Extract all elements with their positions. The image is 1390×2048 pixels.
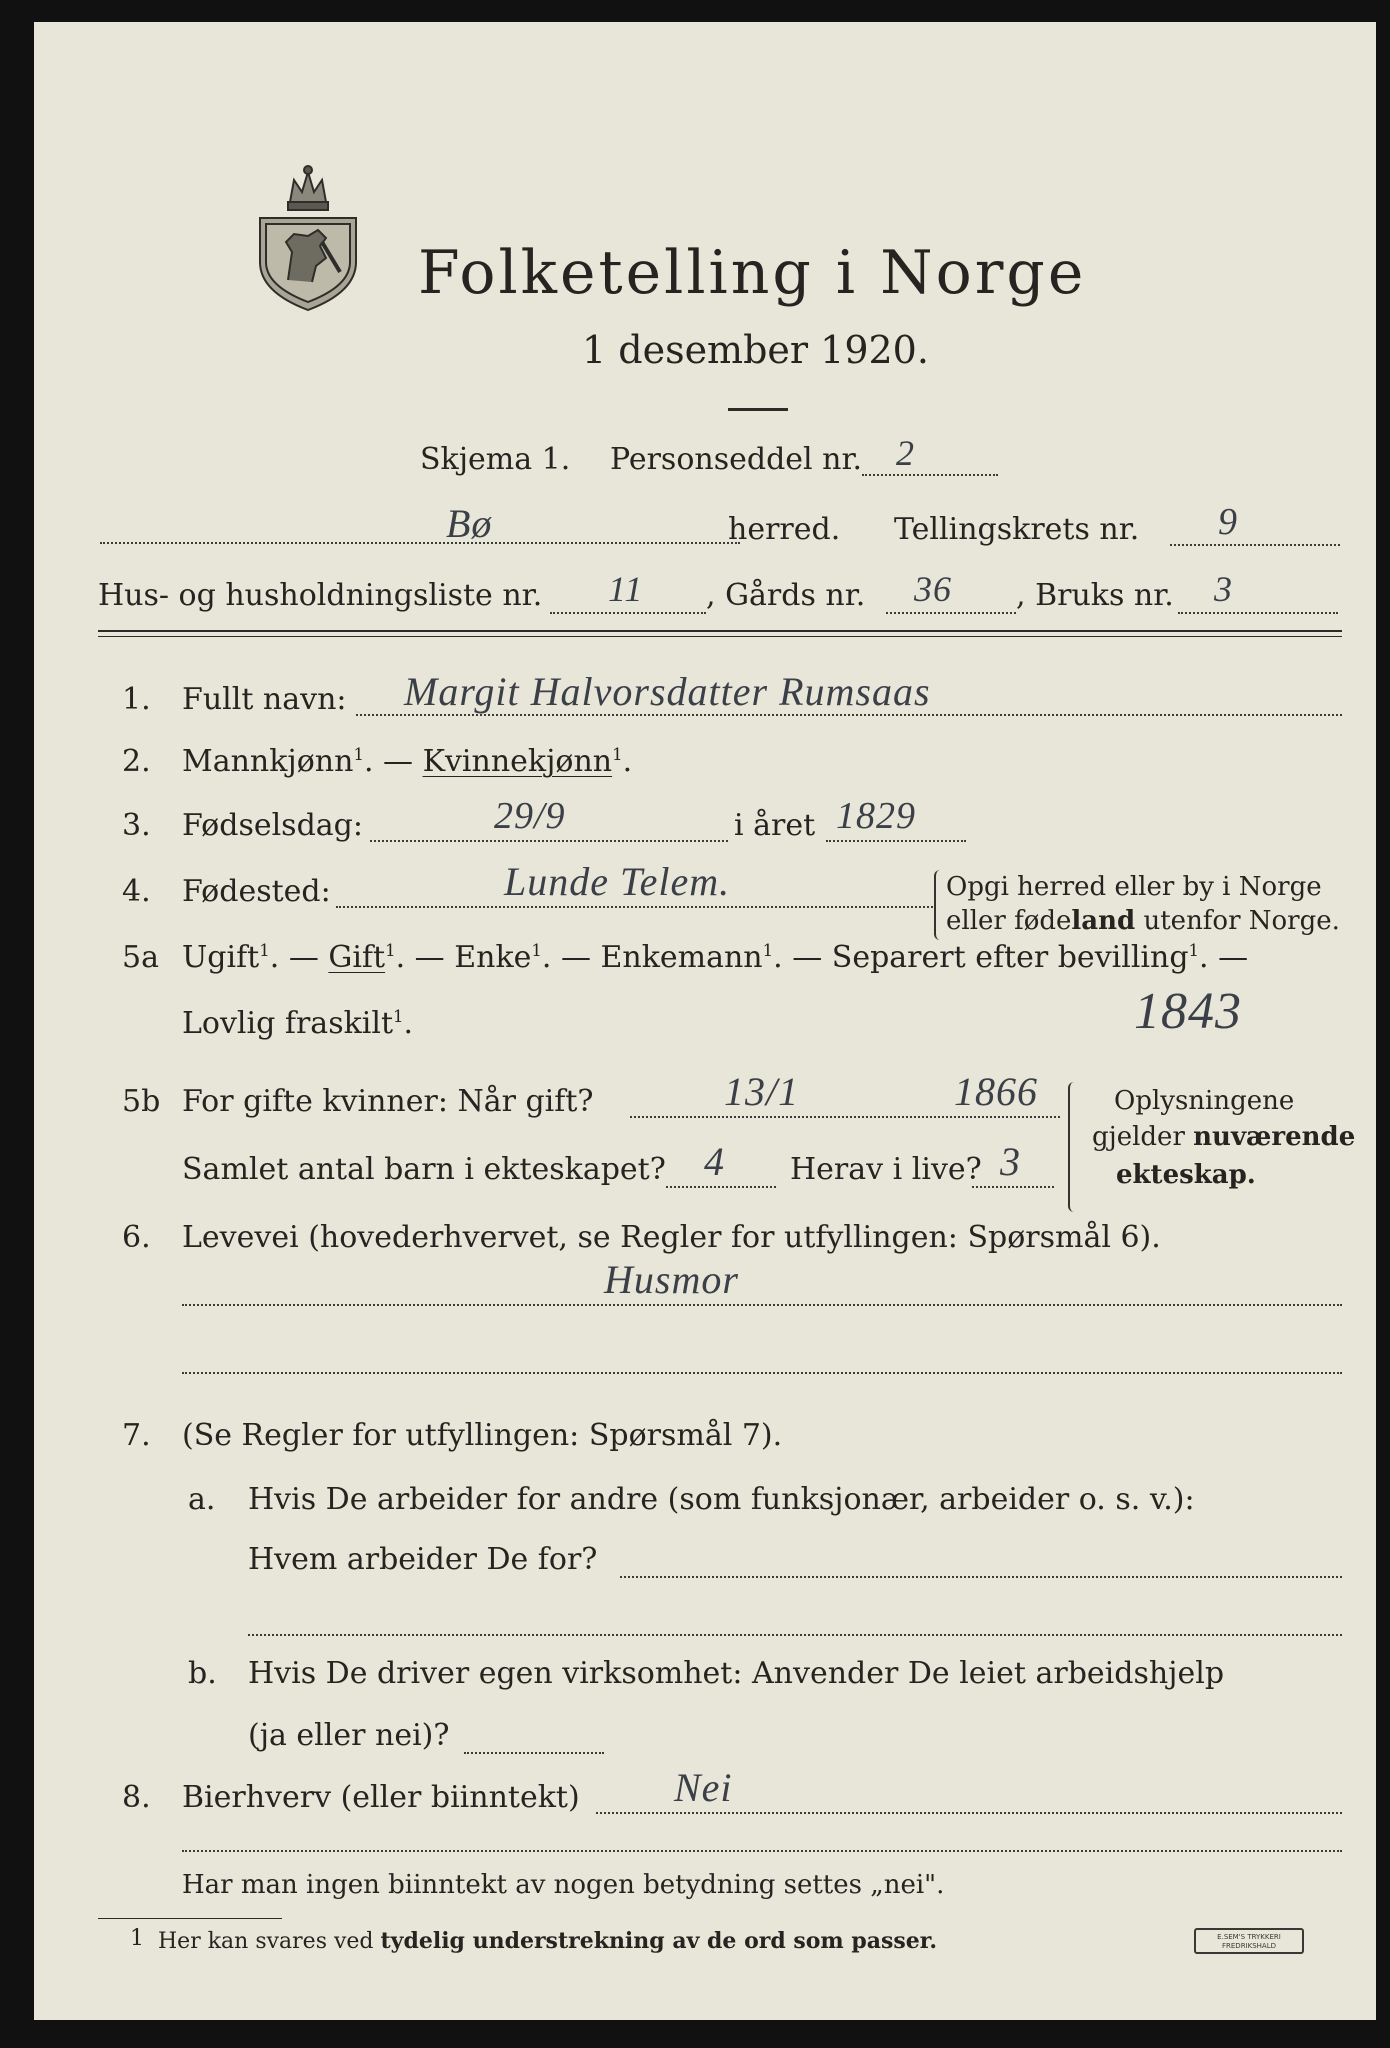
title-divider [728,408,788,411]
header-rule [98,630,1342,632]
full-name-value: Margit Halvorsdatter Rumsaas [404,669,931,714]
q7a-letter: a. [188,1482,216,1517]
side-income-field[interactable] [596,1812,1342,1814]
q5a-number: 5a [122,940,159,975]
tellingskrets-label: Tellingskrets nr. [894,512,1140,547]
personseddel-value: 2 [896,433,915,473]
marriage-year-value: 1843 [1134,983,1242,1040]
footnote-mark: 1 [130,1926,144,1951]
fraskilt-option[interactable]: Lovlig fraskilt [182,1006,394,1041]
q7-number: 7. [122,1418,151,1453]
schema-label: Skjema 1. [420,442,571,477]
q5b-number: 5b [122,1084,161,1119]
q2-number: 2. [122,744,151,779]
gards-value: 36 [914,569,952,609]
birthplace-field[interactable] [336,906,936,908]
q5b-note-line3: ekteskap. [1116,1160,1256,1190]
header-rule-thin [98,636,1342,637]
q5b-note-line2: gjelder nuværende [1092,1122,1356,1152]
q5b-note-line1: Oplysningene [1114,1086,1295,1116]
q1-number: 1. [122,682,151,717]
side-income-value: Nei [674,1765,733,1810]
footer-note: Har man ingen biinntekt av nogen betydning settes „nei". [182,1870,945,1900]
printer-stamp: E.SEM'S TRYKKERI FREDRIKSHALD [1194,1928,1304,1954]
q5b-brace [1068,1082,1080,1212]
birthday-value: 29/9 [494,795,566,837]
form-date: 1 desember 1920. [582,328,929,372]
personseddel-label: Personseddel nr. [610,442,863,477]
mannkjonn-option[interactable]: Mannkjønn [182,744,354,779]
q3-number: 3. [122,808,151,843]
occupation-field[interactable] [182,1304,1342,1306]
married-date-value: 13/1 [724,1069,800,1114]
q5a-options: Ugift$^1$. — Gift$^1$. — Enke$^1$. — Enkemann$^1$. — Separert efter bevilling$^1$. — [182,940,1249,975]
married-year-value: 1866 [954,1069,1038,1114]
q7b-text: Hvis De driver egen virksomhet: Anvender De leiet arbeidshjelp [248,1656,1225,1691]
census-form [34,22,1376,2020]
footnote-rule [98,1918,282,1919]
q4-brace [934,870,946,940]
q4-note-line2: eller fødeland utenfor Norge. [946,906,1340,936]
enke-option[interactable]: Enke [454,940,532,975]
q8-number: 8. [122,1780,151,1815]
q7a-sub: Hvem arbeider De for? [248,1542,598,1577]
q6-number: 6. [122,1220,151,1255]
husholdning-value: 11 [608,569,644,609]
q7b-letter: b. [188,1656,217,1691]
bruks-label: , Bruks nr. [1016,578,1174,613]
q6-label: Levevei (hovederhvervet, se Regler for utfyllingen: Spørsmål 6). [182,1220,1161,1255]
herred-field[interactable] [100,542,740,544]
employer-field-2[interactable] [248,1634,1342,1636]
form-title: Folketelling i Norge [418,238,1087,308]
q7-label: (Se Regler for utfyllingen: Spørsmål 7). [182,1418,783,1453]
children-count-value: 4 [704,1139,725,1184]
q4-label: Fødested: [182,874,331,909]
q5a-options-2: Lovlig fraskilt$^1$. [182,1006,414,1041]
birthplace-value: Lunde Telem. [504,859,731,904]
live-label: Herav i live? [790,1152,982,1187]
q4-number: 4. [122,874,151,909]
married-date-field[interactable] [630,1116,1060,1118]
personseddel-field[interactable] [862,474,998,476]
tellingskrets-value: 9 [1218,501,1238,543]
side-income-field-2[interactable] [182,1850,1342,1852]
bruks-value: 3 [1214,569,1233,609]
birth-year-value: 1829 [836,795,916,837]
footnote-text: Her kan svares ved tydelig understrekning av de ord som passer. [158,1928,938,1954]
children-count-field[interactable] [666,1186,776,1188]
enkemann-option[interactable]: Enkemann [600,940,763,975]
employer-field[interactable] [620,1576,1342,1578]
q5b-label: For gifte kvinner: Når gift? [182,1084,594,1119]
children-alive-value: 3 [1000,1139,1021,1184]
occupation-field-2[interactable] [182,1372,1342,1374]
q4-note-line1: Opgi herred eller by i Norge [946,872,1322,902]
kvinnekjonn-option[interactable]: Kvinnekjønn [422,744,613,779]
q8-label: Bierhverv (eller biinntekt) [182,1780,580,1815]
husholdning-field[interactable] [550,612,706,614]
coat-of-arms-icon [252,162,364,312]
bruks-field[interactable] [1178,612,1338,614]
q2-text: Mannkjønn$^1$. — Kvinnekjønn$^1$. [182,744,633,779]
gards-label: , Gårds nr. [706,578,866,613]
barn-label: Samlet antal barn i ekteskapet? [182,1152,666,1187]
q3-label: Fødselsdag: [182,808,363,843]
ugift-option[interactable]: Ugift [182,940,260,975]
husholdning-label: Hus- og husholdningsliste nr. [98,578,543,613]
q7a-text: Hvis De arbeider for andre (som funksjonær, arbeider o. s. v.): [248,1482,1195,1517]
occupation-value: Husmor [604,1257,739,1302]
birth-year-field[interactable] [826,840,966,842]
herred-label: herred. [728,512,841,547]
tellingskrets-field[interactable] [1170,544,1340,546]
hired-help-field[interactable] [464,1752,604,1754]
year-label: i året [734,808,816,843]
children-alive-field[interactable] [972,1186,1054,1188]
gift-option[interactable]: Gift [328,940,386,975]
separert-option[interactable]: Separert efter bevilling [831,940,1189,975]
q7b-sub: (ja eller nei)? [248,1718,450,1753]
q1-label: Fullt navn: [182,682,347,717]
birthday-field[interactable] [370,840,728,842]
herred-value: Bø [446,501,493,546]
gards-field[interactable] [886,612,1016,614]
